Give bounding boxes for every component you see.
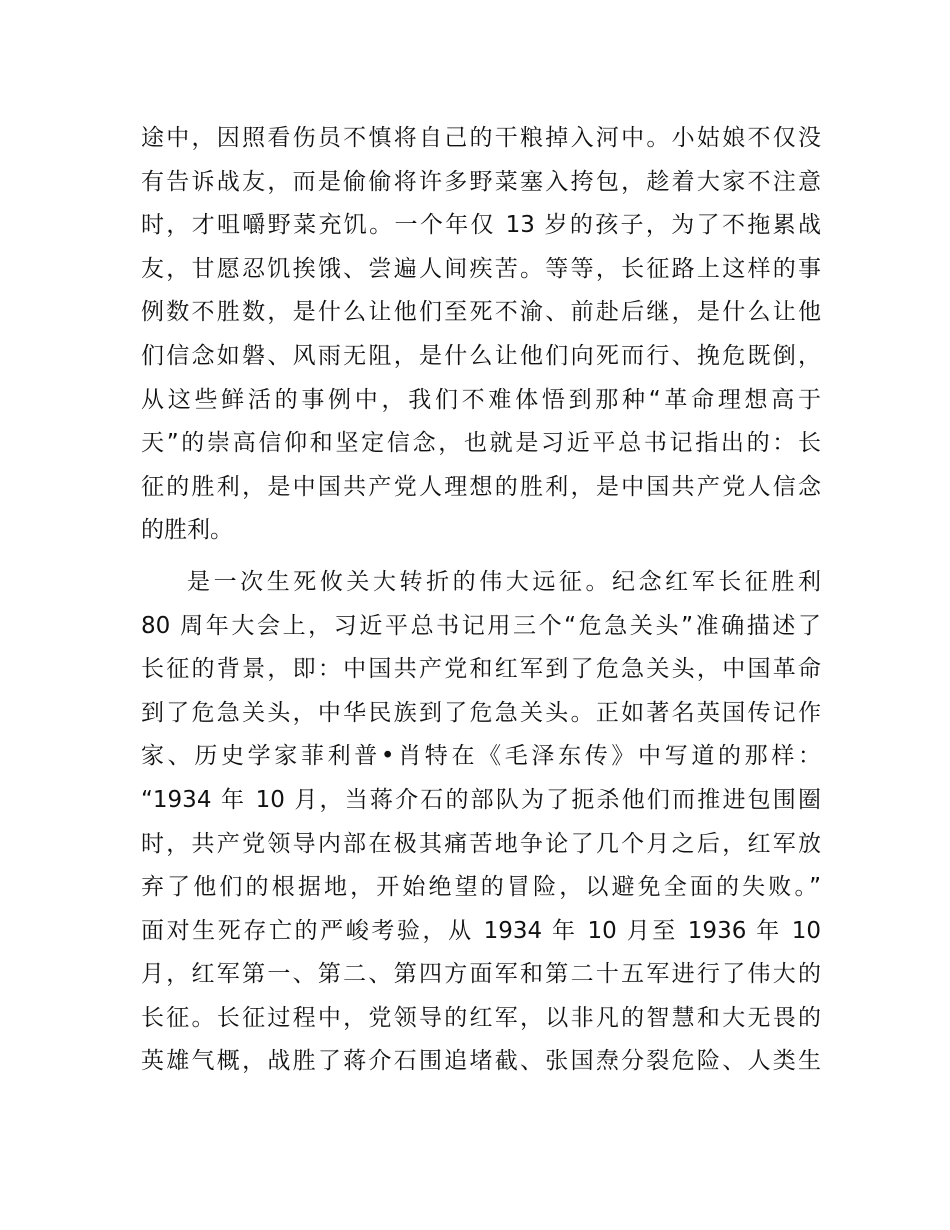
text-line: 是一次生死攸关大转折的伟大远征。纪念红军长征胜利 — [187, 568, 821, 595]
text-line: 面对生死存亡的严峻考验，从 1934 年 10 月至 1936 年 10 — [141, 917, 821, 944]
text-line: 长征。长征过程中，党领导的红军，以非凡的智慧和大无畏的 — [141, 1004, 821, 1031]
paragraph-1 — [141, 117, 821, 553]
text-line: 时，才咀嚼野菜充饥。一个年仅 13 岁的孩子，为了不拖累战 — [141, 212, 821, 239]
text-line: 家、历史学家菲利普•肖特在《毛泽东传》中写道的那样： — [141, 743, 821, 770]
text-line: 到了危急关头，中华民族到了危急关头。正如著名英国传记作 — [141, 699, 821, 726]
paragraph-spacing — [141, 553, 821, 561]
paragraph-2 — [141, 561, 821, 1084]
text-line: 友，甘愿忍饥挨饿、尝遍人间疾苦。等等，长征路上这样的事 — [141, 255, 821, 282]
text-line: 有告诉战友，而是偷偷将许多野菜塞入挎包，趁着大家不注意 — [141, 168, 821, 195]
text-line: 弃了他们的根据地，开始绝望的冒险，以避免全面的失败。” — [141, 874, 821, 901]
text-line: 例数不胜数，是什么让他们至死不渝、前赴后继，是什么让他 — [141, 299, 821, 326]
text-line: 月，红军第一、第二、第四方面军和第二十五军进行了伟大的 — [141, 961, 821, 988]
text-line: 们信念如磐、风雨无阻，是什么让他们向死而行、挽危既倒， — [141, 342, 821, 369]
text-line: 的胜利。 — [141, 517, 233, 544]
text-line: 从这些鲜活的事例中，我们不难体悟到那种“革命理想高于 — [141, 386, 821, 413]
text-line: 时，共产党领导内部在极其痛苦地争论了几个月之后，红军放 — [141, 830, 821, 857]
text-line: 长征的背景，即：中国共产党和红军到了危急关头，中国革命 — [141, 656, 821, 683]
text-line: 途中，因照看伤员不慎将自己的干粮掉入河中。小姑娘不仅没 — [141, 125, 821, 151]
text-line: 天”的崇高信仰和坚定信念，也就是习近平总书记指出的：长 — [141, 430, 821, 457]
text-line: 英雄气概，战胜了蒋介石围追堵截、张国焘分裂危险、人类生 — [141, 1048, 821, 1075]
text-line: 征的胜利，是中国共产党人理想的胜利，是中国共产党人信念 — [141, 473, 821, 500]
text-line: 80 周年大会上，习近平总书记用三个“危急关头”准确描述了 — [141, 612, 821, 639]
body-text — [141, 117, 821, 1084]
text-line: “1934 年 10 月，当蒋介石的部队为了扼杀他们而推进包围圈 — [141, 786, 821, 813]
